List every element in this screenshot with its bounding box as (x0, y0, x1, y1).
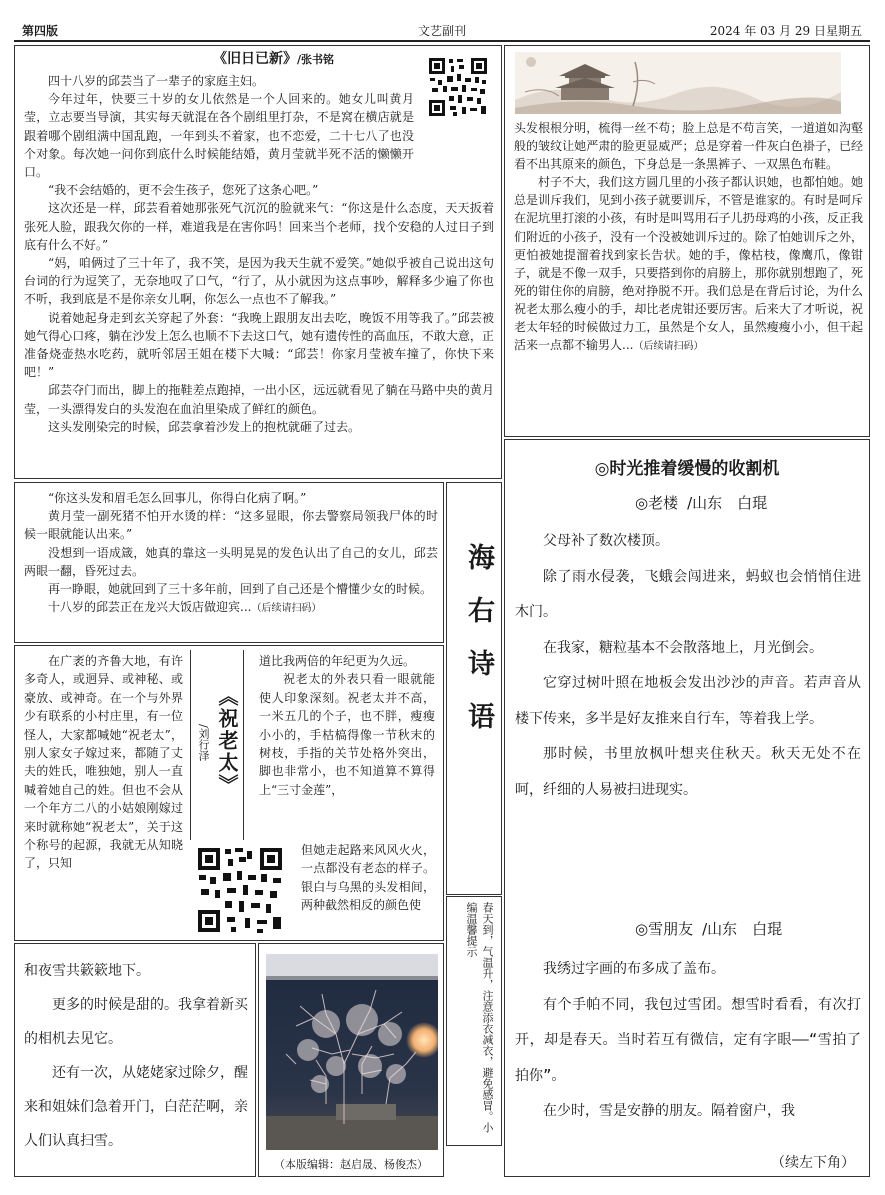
story2-title-panel (190, 650, 244, 840)
poem2-cont-line: 还有一次，从姥姥家过除夕，醒来和姐妹们急着开门，白茫茫啊，亲人们认真扫雪。 (24, 1065, 248, 1149)
poem2-cont-line: 更多的时候是甜的。我拿着新买的相机去见它。 (24, 997, 248, 1047)
story1-paragraph: 这头发刚染完的时候，邱芸拿着沙发上的抱枕就砸了过去。 (48, 419, 361, 434)
poem2-continued-body (24, 954, 250, 1158)
poem2-continue-note: （续左下角） (771, 1155, 855, 1171)
story2-continued-body (514, 119, 863, 356)
story2-continued-box (504, 45, 870, 437)
story2-qr-code[interactable] (195, 845, 285, 935)
poem1-line: 除了雨水侵袭，飞蛾会闯进来，蚂蚁也会悄悄住进木门。 (515, 568, 861, 620)
story2-col3: 但她走起路来风风火火，一点都没有老态的样子。银白与乌黑的头发相间，两种截然相反的颜色使 (301, 843, 435, 913)
poem2-continued-box (14, 943, 256, 1177)
story1-cont-paragraph: 再一睁眼，她就回到了三十多年前，回到了自己还是个懵懂少女的时候。 (48, 582, 433, 597)
masthead (14, 18, 870, 42)
photo-box (258, 943, 444, 1177)
edition-label: 第四版 (22, 24, 59, 38)
poem2-author: /山东 白琨 (702, 920, 783, 938)
night-tree-photo (266, 954, 438, 1150)
story1-paragraph: 这次还是一样，邱芸看着她那张死气沉沉的脸就来气：“你这是什么态度，天天扳着张死人脸，跟我欠你的一样，难道我是在害你吗！回来当个老师，找个安稳的人过日子到底有什么不好。” (24, 201, 494, 252)
story2-box (14, 645, 444, 941)
issue-date: 2024 年 03 月 29 日星期五 (709, 24, 862, 38)
poem1-body (515, 524, 861, 808)
story1-paragraph: “我不会结婚的，更不会生孩子，您死了这条心吧。” (48, 183, 319, 198)
story2-cont-text: 村子不大，我们这方圆几里的小孩子都认识她，也都怕她。她总是训斥我们，见到小孩子就要训斥，不管是谁家的。有时是呵斥在泥坑里打滚的小孩，有时是叫骂用石子儿扔母鸡的小孩，反正我们附近的小孩子，没有一个没被她训斥过的。除了怕她训斥之外，更怕被她提溜着找到家长告状。她的手，像枯枝，像鹰爪，像钳子，就是不像一双手，只要搭到你的肩膀上，那你就别想跑了，死死的钳住你的肩膀，绝对挣脱不开。我们总是在背后讨论，为什么祝老太那么瘦小的手，却比老虎钳还要厉害。后来大了才听说，祝老太年轻的时候做过力工，虽然是个女人，虽然瘦瘦小小，但干起活来一点都不输男人... (514, 175, 863, 353)
story2-col2-first: 道比我两倍的年纪更为久远。 (259, 654, 416, 668)
story2-col2 (259, 652, 435, 799)
pavilion-illustration (515, 52, 841, 114)
story1-cont-paragraph: 没想到一语成箴，她真的靠这一头明晃晃的发色认出了自己的女儿，邱芸两眼一翻，昏死过去。 (24, 545, 438, 578)
poem2-cont-line: 和夜雪共簌簌地下。 (24, 963, 150, 979)
scan-qr-note-2: （后续请扫码） (633, 341, 704, 353)
section-label: 文艺副刊 (417, 24, 466, 38)
story1-title: 《旧日已新》 (213, 51, 297, 67)
poem2-line: 在少时，雪是安静的朋友。隔着窗户，我 (543, 1103, 795, 1119)
story1-paragraph: “妈，咱俩过了三十年了，我不笑，是因为我天生就不爱笑。”她似乎被自己说出这句台词的行为逗笑了，无奈地叹了口气，“行了，从小就因为这点事吵，解释多少遍了你也不听，我到底是不是你亲女儿啊，你怎么一点也不了解我。” (24, 256, 494, 307)
poem1-author: /山东 白琨 (687, 494, 768, 512)
story2-col2-second: 祝老太的外表只看一眼就能使人印象深刻。祝老太并不高，一米五几的个子，也不胖，瘦瘦小小的，手枯槁得像一节秋末的树枝，手指的关节处格外突出，脚也非常小，也不知道算不算得上“三寸金莲”， (259, 672, 435, 797)
story2-cont-paragraph (514, 173, 863, 356)
poem1-heading: ◎老楼 (635, 494, 679, 512)
poem1-line: 在我家，糖粒基本不会散落地上，月光倒会。 (543, 639, 823, 656)
scan-qr-note: （后续请扫码） (251, 603, 322, 615)
story1-box (14, 45, 502, 479)
editor-credit: （本版编辑：赵启晟、杨俊杰） (274, 1158, 428, 1171)
story1-author: /张书铭 (297, 53, 335, 66)
poem2-line: 有个手帕不同，我包过雪团。想雪时看看，有次打开，却是春天。当时若互有微信，定有字眼——“雪拍了拍你”。 (515, 996, 861, 1084)
story2-col1: 在广袤的齐鲁大地，有许多奇人，或迥异、或神秘、或豪放、或神奇。在一个与外界少有联系的小村庄里，有一位怪人，大家都喊她“祝老太”，别人家女子嫁过来，都随了丈夫的姓氏，唯独她，别人一直喊着她自己的姓。但也不会从一个年方二八的小姑娘刚嫁过来时就称她“祝老太”，关于这个称号的起源，我就无从知晓了，只知 (24, 654, 183, 871)
story1-cont-paragraph (24, 598, 438, 618)
story1-paragraph: 四十八岁的邱芸当了一辈子的家庭主妇。 (48, 74, 265, 88)
poem2-body (515, 952, 861, 1130)
story1-body (24, 72, 494, 436)
poems-section-title: ◎时光推着缓慢的收割机 (594, 459, 780, 479)
story2-title: 《祝老太》 (215, 686, 239, 796)
feature-title-column (446, 482, 502, 895)
poem1-line: 它穿过树叶照在地板会发出沙沙的声音。若声音从楼下传来，多半是好友推来自行车，等着我上学。 (515, 675, 861, 727)
poem1-line: 父母补了数次楼顶。 (543, 533, 669, 549)
poems-box (504, 439, 870, 1177)
story2-author: /刘行泽 (197, 724, 210, 761)
poem1-line: 那时候，书里放枫叶想夹住秋天。秋天无处不在呵，纤细的人易被扫进现实。 (515, 746, 861, 798)
story1-continued-box (14, 482, 444, 643)
story2-cont-paragraph: 头发根根分明，梳得一丝不苟；脸上总是不苟言笑，一道道如沟壑般的皱纹让她严肃的脸更显威严；总是穿着一件灰白色褂子，已经看不出其原来的颜色，下身总是一条黑裤子、一双黑色布鞋。 (514, 121, 863, 172)
story1-heading (213, 48, 334, 68)
story1-paragraph: 今年过年，快要三十岁的女儿依然是一个人回来的。她女儿叫黄月莹，立志要当导演，其实每天就混在各个剧组里打杂，不是窝在横店就是跟着哪个剧组满中国乱跑，一年到头不着家，也不恋爱，二十七八了也没个对象。每次她一问你到底什么时候能结婚，黄月莹就半死不活的懒懒开口。 (24, 92, 414, 180)
poem1-byline (635, 492, 767, 513)
story1-paragraph: 说着她起身走到玄关穿起了外套：“我晚上跟朋友出去吃，晚饭不用等我了。”邱芸被她气得心口疼，躺在沙发上怎么也顺不下去这口气，她有遗传性的高血压，不敢大意，正准备烧壶热水吃药，就听邻居王姐在楼下大喊：“邱芸！你家月莹被车撞了，你快下来吧！” (24, 310, 494, 380)
story1-cont-paragraph: 黄月莹一副死猪不怕开水烫的样：“这多显眼，你去警察局领我尸体的时候一眼就能认出来。” (24, 509, 438, 542)
story1-continued-body (24, 489, 438, 618)
health-reminder-box (446, 896, 502, 1146)
poem2-line: 我绣过字画的布多成了盖布。 (543, 961, 725, 977)
story1-paragraph: 邱芸夺门而出，脚上的拖鞋差点跑掉，一出小区，远远就看见了躺在马路中央的黄月莹，一头漂得发白的头发泡在血泊里染成了鲜红的颜色。 (24, 383, 494, 416)
poem2-byline (635, 918, 782, 939)
feature-title: 海右诗语 (463, 543, 494, 755)
story1-cont-paragraph: “你这头发和眉毛怎么回事儿，你得白化病了啊。” (48, 491, 307, 505)
health-reminder: 春天到，气温升，注意添衣减衣，避免感冒。小编温馨提示 (465, 902, 494, 1133)
poem2-heading: ◎雪朋友 (635, 920, 694, 938)
story1-cont-last: 十八岁的邱芸正在龙兴大饭店做迎宾... (48, 600, 252, 615)
